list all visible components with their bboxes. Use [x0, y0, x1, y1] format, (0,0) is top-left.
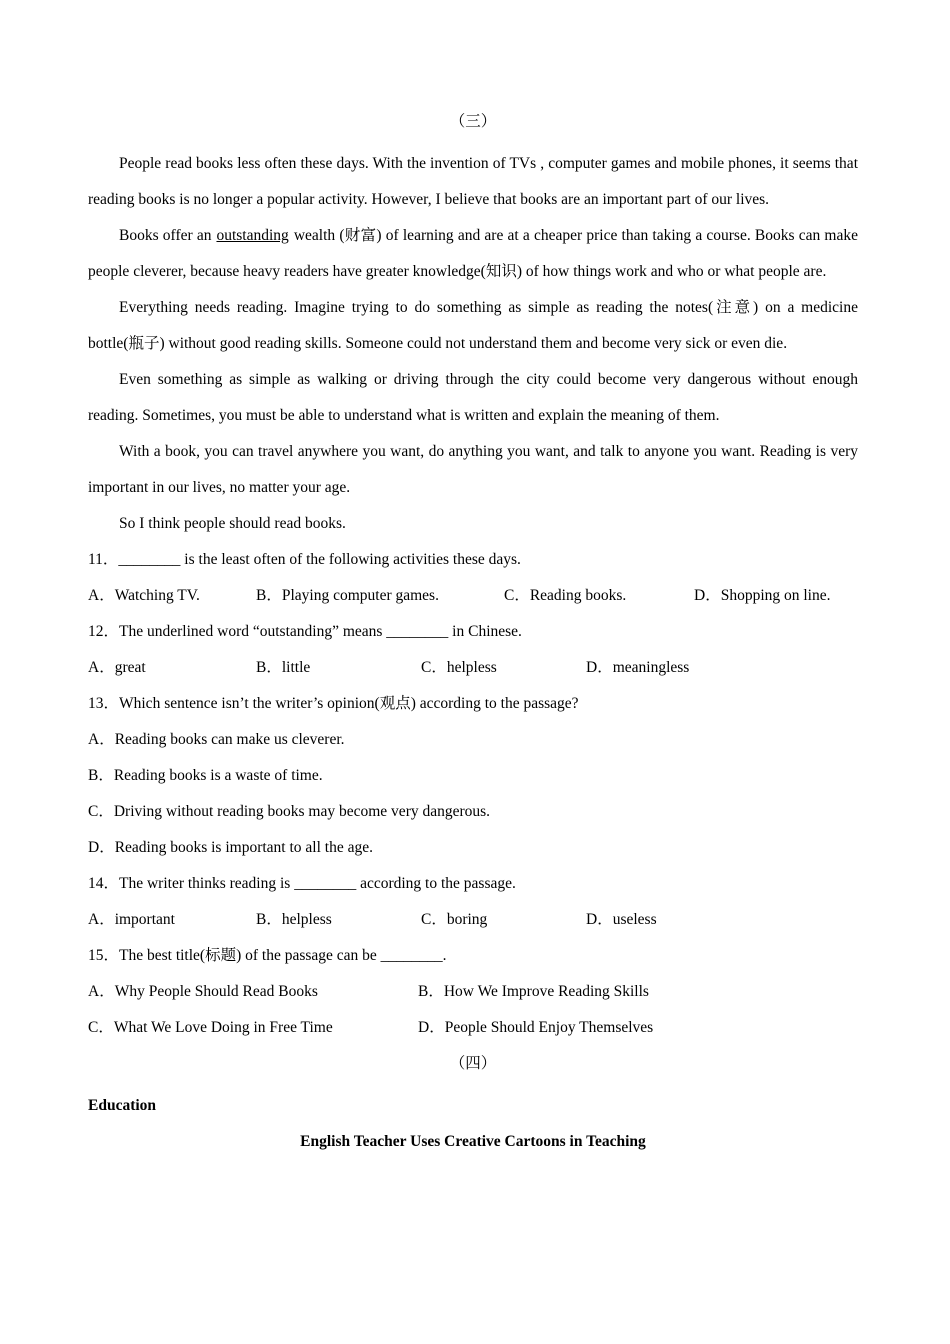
question-12-option-b: B．little: [256, 659, 311, 676]
question-14-option-d: D．useless: [586, 911, 657, 928]
question-14-stem: 14．The writer thinks reading is ________ according to the passage.: [88, 875, 516, 892]
question-12-option-a: A．great: [88, 659, 146, 676]
question-12-option-d: D．meaningless: [586, 659, 690, 676]
question-14-option-c: C．boring: [421, 911, 488, 928]
passage-paragraph-1: People read books less often these days. With the invention of TVs , computer games and mobile phones, it seems that reading books is no longer a popular activity. However, I believe that books are an important part of our lives.: [88, 155, 858, 208]
paragraph-2-post-text: wealth (财富) of learning and are at a cheaper price than taking a course. Books can make people cleverer, because heavy readers have greater knowledge(知识) of how things work and who or what people are.: [88, 227, 858, 280]
question-15-stem: 15．The best title(标题) of the passage can be ________.: [88, 947, 447, 964]
passage-paragraph-4: Even something as simple as walking or driving through the city could become very dangerous without enough reading. Sometimes, you must be able to understand what is written and explain the meaning of them.: [88, 371, 858, 424]
question-11-options: [88, 578, 858, 614]
question-13-option-a: A．Reading books can make us cleverer.: [88, 731, 345, 748]
question-13-option-d: D．Reading books is important to all the age.: [88, 839, 373, 856]
education-label: Education: [88, 1097, 157, 1114]
question-14-options: [88, 902, 858, 938]
question-11-option-b: B．Playing computer games.: [256, 587, 439, 604]
underlined-word-outstanding: outstanding: [216, 227, 289, 244]
passage-paragraph-5: With a book, you can travel anywhere you want, do anything you want, and talk to anyone you want. Reading is very important in our lives, no matter your age.: [88, 443, 858, 496]
paragraph-2-pre-text: Books offer an: [119, 227, 212, 244]
section-heading-3: （三）: [449, 113, 497, 130]
question-15-option-d: D．People Should Enjoy Themselves: [418, 1019, 654, 1036]
question-13-option-c: C．Driving without reading books may become very dangerous.: [88, 803, 491, 820]
question-13-stem: 13．Which sentence isn’t the writer’s opinion(观点) according to the passage?: [88, 695, 579, 712]
article-title: English Teacher Uses Creative Cartoons in Teaching: [300, 1133, 646, 1150]
section-heading-4: （四）: [449, 1055, 497, 1072]
question-15-option-c: C．What We Love Doing in Free Time: [88, 1019, 333, 1036]
question-12-stem: 12．The underlined word “outstanding” means ________ in Chinese.: [88, 623, 522, 640]
question-13-option-b: B．Reading books is a waste of time.: [88, 767, 323, 784]
question-14-option-a: A．important: [88, 911, 175, 928]
question-11-option-d: D．Shopping on line.: [694, 587, 831, 604]
question-12-options: [88, 650, 858, 686]
passage-paragraph-2: [88, 218, 858, 290]
passage-paragraph-6: So I think people should read books.: [119, 515, 346, 532]
question-11-option-a: A．Watching TV.: [88, 587, 200, 604]
question-11-stem: 11．________ is the least often of the following activities these days.: [88, 551, 521, 568]
question-12-option-c: C．helpless: [421, 659, 497, 676]
question-15-option-a: A．Why People Should Read Books: [88, 983, 318, 1000]
question-15-option-b: B．How We Improve Reading Skills: [418, 983, 649, 1000]
passage-paragraph-3: Everything needs reading. Imagine trying to do something as simple as reading the notes(注意) on a medicine bottle(瓶子) without good reading skills. Someone could not understand them and become very sick or even die.: [88, 299, 858, 352]
question-11-option-c: C．Reading books.: [504, 587, 627, 604]
question-14-option-b: B．helpless: [256, 911, 332, 928]
question-15-options-row-1: [88, 974, 858, 1010]
question-15-options-row-2: [88, 1010, 858, 1046]
